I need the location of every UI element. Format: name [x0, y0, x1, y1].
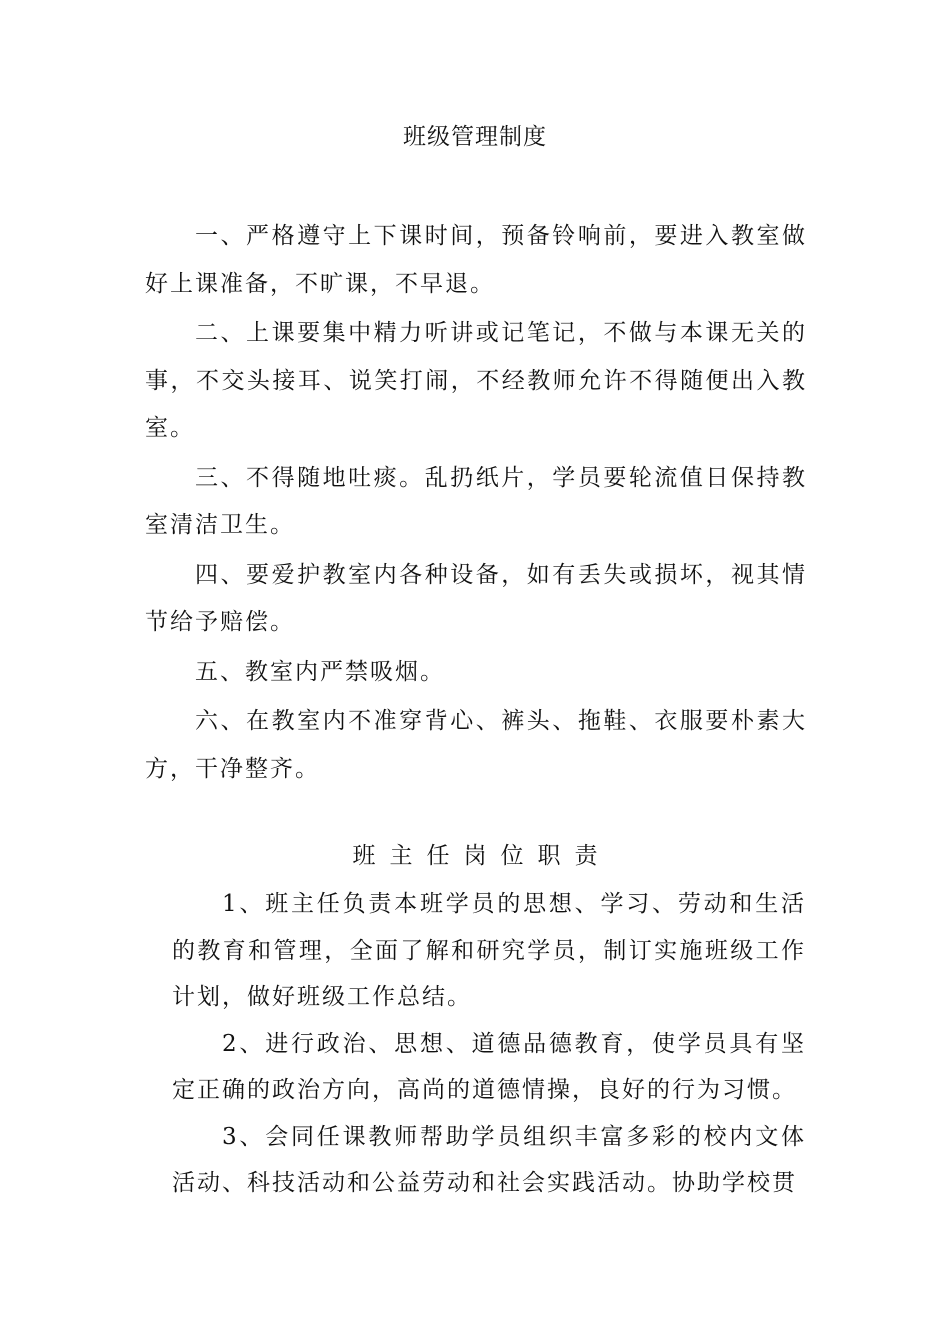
- section1-paragraph-5: 五、教室内严禁吸烟。: [195, 658, 445, 685]
- section2-title: 班主任岗位职责: [352, 843, 612, 869]
- section2-paragraph-1: 1、班主任负责本班学员的思想、学习、劳动和生活的教育和管理，全面了解和研究学员，制订实施班级工作计划，做好班级工作总结。: [172, 891, 806, 1010]
- section1-paragraph-2: 二、上课要集中精力听讲或记笔记，不做与本课无关的事，不交头接耳、说笑打闹，不经教师允许不得随便出入教室。: [145, 320, 807, 441]
- section2-body: [172, 881, 806, 1207]
- section1-paragraph-1: 一、严格遵守上下课时间，预备铃响前，要进入教室做好上课准备，不旷课，不早退。: [145, 223, 807, 297]
- section1-body: [145, 213, 807, 795]
- section2-paragraph-3: 3、会同任课教师帮助学员组织丰富多彩的校内文体活动、科技活动和公益劳动和社会实践活动。协助学校贯: [172, 1123, 806, 1196]
- section1-paragraph-4: 四、要爱护教室内各种设备，如有丢失或损坏，视其情节给予赔偿。: [145, 561, 807, 635]
- section1-paragraph-6: 六、在教室内不准穿背心、裤头、拖鞋、衣服要朴素大方，干净整齐。: [145, 708, 807, 782]
- section1-title: 班级管理制度: [403, 124, 547, 150]
- section2-paragraph-2: 2、进行政治、思想、道德品德教育，使学员具有坚定正确的政治方向，高尚的道德情操，良好的行为习惯。: [172, 1030, 806, 1103]
- section1-paragraph-3: 三、不得随地吐痰。乱扔纸片，学员要轮流值日保持教室清洁卫生。: [145, 464, 807, 538]
